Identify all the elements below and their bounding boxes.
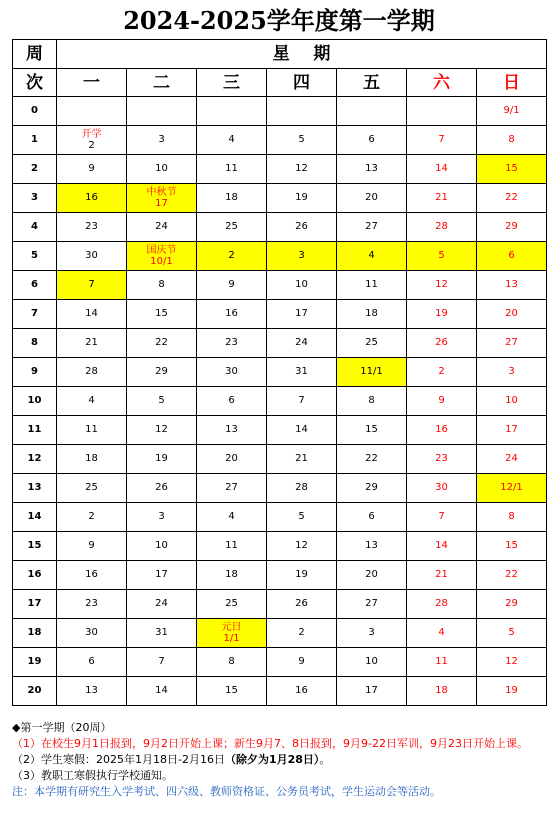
day-cell: 28	[407, 590, 477, 619]
day-cell: 14	[57, 300, 127, 329]
day-cell: 19	[267, 561, 337, 590]
week-row	[13, 387, 547, 416]
day-cell: 27	[197, 474, 267, 503]
week-row	[13, 503, 547, 532]
day-cell: 26	[407, 329, 477, 358]
week-row	[13, 242, 547, 271]
note-item-2-text: （2）学生寒假：2025年1月18日-2月16日	[12, 753, 225, 766]
day-date: 1/1	[223, 632, 240, 644]
week-row	[13, 97, 547, 126]
day-date: 17	[155, 197, 168, 209]
day-cell: 29	[127, 358, 197, 387]
day-cell: 14	[267, 416, 337, 445]
day-cell: 13	[197, 416, 267, 445]
day-cell: 29	[477, 590, 547, 619]
day-cell: 31	[127, 619, 197, 648]
week-row	[13, 213, 547, 242]
day-cell: 18	[197, 561, 267, 590]
day-cell: 18	[57, 445, 127, 474]
day-cell: 12	[477, 648, 547, 677]
day-header-mon: 一	[57, 69, 127, 97]
day-cell	[57, 97, 127, 126]
day-cell: 10	[127, 155, 197, 184]
day-cell: 14	[407, 155, 477, 184]
day-cell: 6	[57, 648, 127, 677]
day-cell: 25	[197, 590, 267, 619]
day-cell	[337, 97, 407, 126]
week-row	[13, 561, 547, 590]
day-cell: 19	[267, 184, 337, 213]
day-header-sun: 日	[477, 69, 547, 97]
day-cell: 9	[57, 155, 127, 184]
week-row	[13, 155, 547, 184]
day-cell: 2	[407, 358, 477, 387]
day-cell: 12	[267, 532, 337, 561]
day-header-thu: 四	[267, 69, 337, 97]
day-cell: 16	[197, 300, 267, 329]
note-remark: 注：本学期有研究生入学考试、四六级、教师资格证、公务员考试，学生运动会等活动。	[12, 785, 441, 798]
day-cell: 7	[267, 387, 337, 416]
day-cell: 9	[57, 532, 127, 561]
week-number: 14	[13, 503, 57, 532]
day-cell: 22	[127, 329, 197, 358]
note-item-2-suffix: 。	[319, 753, 331, 766]
day-cell: 5	[477, 619, 547, 648]
day-cell: 24	[267, 329, 337, 358]
day-cell: 12	[127, 416, 197, 445]
day-cell: 7	[57, 271, 127, 300]
day-cell: 4	[57, 387, 127, 416]
header-row-days	[13, 69, 547, 97]
day-cell: 15	[127, 300, 197, 329]
event-label: 开学	[81, 128, 102, 140]
day-cell: 22	[337, 445, 407, 474]
day-header-sat: 六	[407, 69, 477, 97]
day-cell: 3	[127, 503, 197, 532]
event-label: 元日	[221, 621, 242, 633]
day-cell: 26	[267, 590, 337, 619]
day-cell: 13	[57, 677, 127, 706]
day-date: 2	[88, 139, 95, 151]
notes-section	[12, 720, 546, 800]
day-cell: 16	[57, 184, 127, 213]
day-cell: 9	[267, 648, 337, 677]
page-title: 2024-2025学年度第一学期	[123, 6, 435, 35]
day-cell: 15	[477, 532, 547, 561]
day-cell	[267, 97, 337, 126]
day-cell: 9	[407, 387, 477, 416]
day-cell: 11	[337, 271, 407, 300]
day-cell: 24	[127, 590, 197, 619]
week-number: 15	[13, 532, 57, 561]
day-cell: 22	[477, 184, 547, 213]
day-cell: 15	[477, 155, 547, 184]
day-cell: 8	[337, 387, 407, 416]
day-cell: 16	[57, 561, 127, 590]
day-cell: 9	[197, 271, 267, 300]
day-cell: 7	[407, 503, 477, 532]
day-cell: 2	[197, 242, 267, 271]
day-header-wed: 三	[197, 69, 267, 97]
day-cell: 15	[197, 677, 267, 706]
day-cell: 19	[477, 677, 547, 706]
day-cell: 30	[57, 242, 127, 271]
note-item-2-bold: （除夕为1月28日）	[224, 753, 320, 766]
week-row	[13, 329, 547, 358]
day-cell: 22	[477, 561, 547, 590]
day-cell: 5	[267, 503, 337, 532]
day-cell: 29	[477, 213, 547, 242]
day-cell: 3	[267, 242, 337, 271]
day-cell: 7	[127, 648, 197, 677]
day-cell: 14	[127, 677, 197, 706]
note-item-2	[12, 752, 546, 768]
note-item-3: （3）教职工寒假执行学校通知。	[12, 769, 173, 782]
day-cell: 18	[407, 677, 477, 706]
day-cell: 11	[57, 416, 127, 445]
day-cell: 3	[127, 126, 197, 155]
day-cell: 13	[337, 155, 407, 184]
week-number: 7	[13, 300, 57, 329]
day-cell: 20	[477, 300, 547, 329]
day-cell: 16	[267, 677, 337, 706]
week-number: 9	[13, 358, 57, 387]
week-row	[13, 300, 547, 329]
day-cell: 10	[267, 271, 337, 300]
day-cell: 19	[127, 445, 197, 474]
week-number: 16	[13, 561, 57, 590]
week-number: 18	[13, 619, 57, 648]
week-number: 12	[13, 445, 57, 474]
day-cell: 30	[197, 358, 267, 387]
week-number: 20	[13, 677, 57, 706]
day-cell: 21	[407, 184, 477, 213]
day-cell: 20	[337, 184, 407, 213]
day-cell: 12	[267, 155, 337, 184]
day-cell: 30	[407, 474, 477, 503]
day-cell: 8	[477, 126, 547, 155]
day-cell: 25	[197, 213, 267, 242]
day-cell: 25	[337, 329, 407, 358]
week-number: 0	[13, 97, 57, 126]
week-row	[13, 474, 547, 503]
day-cell: 2	[57, 503, 127, 532]
day-header-fri: 五	[337, 69, 407, 97]
day-cell: 28	[267, 474, 337, 503]
week-number: 8	[13, 329, 57, 358]
day-header-tue: 二	[127, 69, 197, 97]
week-number: 19	[13, 648, 57, 677]
day-cell: 11	[197, 155, 267, 184]
week-row	[13, 445, 547, 474]
day-cell: 27	[337, 590, 407, 619]
week-row	[13, 532, 547, 561]
day-cell: 7	[407, 126, 477, 155]
day-cell	[57, 126, 127, 155]
note-item-1: （1）在校生9月1日报到，9月2日开始上课；新生9月7、8日报到，9月9-22日军训，9月23日开始上课。	[12, 737, 528, 750]
header-row-top	[13, 40, 547, 69]
day-cell: 29	[337, 474, 407, 503]
week-row	[13, 358, 547, 387]
day-cell: 26	[267, 213, 337, 242]
day-cell: 21	[407, 561, 477, 590]
day-cell: 4	[197, 126, 267, 155]
week-row	[13, 619, 547, 648]
week-header-top: 周	[13, 40, 57, 69]
day-cell: 31	[267, 358, 337, 387]
day-cell: 11	[197, 532, 267, 561]
day-cell: 3	[337, 619, 407, 648]
week-row	[13, 416, 547, 445]
day-cell: 21	[57, 329, 127, 358]
day-cell: 10	[127, 532, 197, 561]
day-cell: 5	[267, 126, 337, 155]
day-cell: 21	[267, 445, 337, 474]
day-cell	[197, 97, 267, 126]
day-cell: 20	[337, 561, 407, 590]
day-cell: 6	[477, 242, 547, 271]
day-cell: 18	[337, 300, 407, 329]
week-number: 2	[13, 155, 57, 184]
week-row	[13, 184, 547, 213]
day-cell: 24	[477, 445, 547, 474]
day-cell: 6	[337, 503, 407, 532]
day-cell: 25	[57, 474, 127, 503]
week-row	[13, 677, 547, 706]
day-cell: 27	[337, 213, 407, 242]
day-cell: 5	[127, 387, 197, 416]
week-row	[13, 126, 547, 155]
week-number: 3	[13, 184, 57, 213]
calendar-table	[12, 39, 547, 706]
week-number: 1	[13, 126, 57, 155]
week-header-bottom: 次	[13, 69, 57, 97]
day-cell: 23	[407, 445, 477, 474]
day-cell: 17	[337, 677, 407, 706]
week-number: 6	[13, 271, 57, 300]
day-cell: 13	[337, 532, 407, 561]
day-cell: 23	[197, 329, 267, 358]
day-cell: 2	[267, 619, 337, 648]
week-number: 17	[13, 590, 57, 619]
week-number: 13	[13, 474, 57, 503]
day-cell: 17	[267, 300, 337, 329]
weekday-group-header: 星 期	[57, 40, 547, 69]
day-cell: 23	[57, 213, 127, 242]
event-label: 中秋节	[146, 186, 177, 198]
week-row	[13, 590, 547, 619]
day-cell: 14	[407, 532, 477, 561]
day-cell: 6	[197, 387, 267, 416]
week-number: 4	[13, 213, 57, 242]
day-cell: 3	[477, 358, 547, 387]
day-cell: 10	[477, 387, 547, 416]
day-cell	[127, 242, 197, 271]
notes-heading: ◆第一学期（20周）	[12, 721, 112, 734]
week-number: 5	[13, 242, 57, 271]
week-number: 11	[13, 416, 57, 445]
day-cell: 4	[197, 503, 267, 532]
day-cell: 17	[477, 416, 547, 445]
day-cell: 18	[197, 184, 267, 213]
day-cell: 4	[337, 242, 407, 271]
day-cell: 15	[337, 416, 407, 445]
day-cell	[127, 97, 197, 126]
day-cell: 8	[127, 271, 197, 300]
day-cell: 4	[407, 619, 477, 648]
day-cell: 13	[477, 271, 547, 300]
day-cell: 6	[337, 126, 407, 155]
day-cell: 11/1	[337, 358, 407, 387]
day-cell: 16	[407, 416, 477, 445]
day-cell: 19	[407, 300, 477, 329]
day-cell: 20	[197, 445, 267, 474]
day-cell: 11	[407, 648, 477, 677]
event-label: 国庆节	[146, 244, 177, 256]
week-row	[13, 271, 547, 300]
day-cell	[407, 97, 477, 126]
day-cell: 10	[337, 648, 407, 677]
day-cell: 27	[477, 329, 547, 358]
week-row	[13, 648, 547, 677]
day-cell: 17	[127, 561, 197, 590]
day-cell: 9/1	[477, 97, 547, 126]
day-cell: 5	[407, 242, 477, 271]
day-cell	[127, 184, 197, 213]
day-cell: 12/1	[477, 474, 547, 503]
day-cell: 24	[127, 213, 197, 242]
day-cell: 12	[407, 271, 477, 300]
day-date: 10/1	[150, 255, 173, 267]
day-cell: 8	[197, 648, 267, 677]
day-cell: 8	[477, 503, 547, 532]
day-cell: 23	[57, 590, 127, 619]
day-cell: 26	[127, 474, 197, 503]
day-cell: 30	[57, 619, 127, 648]
day-cell: 28	[57, 358, 127, 387]
week-number: 10	[13, 387, 57, 416]
day-cell: 28	[407, 213, 477, 242]
day-cell	[197, 619, 267, 648]
